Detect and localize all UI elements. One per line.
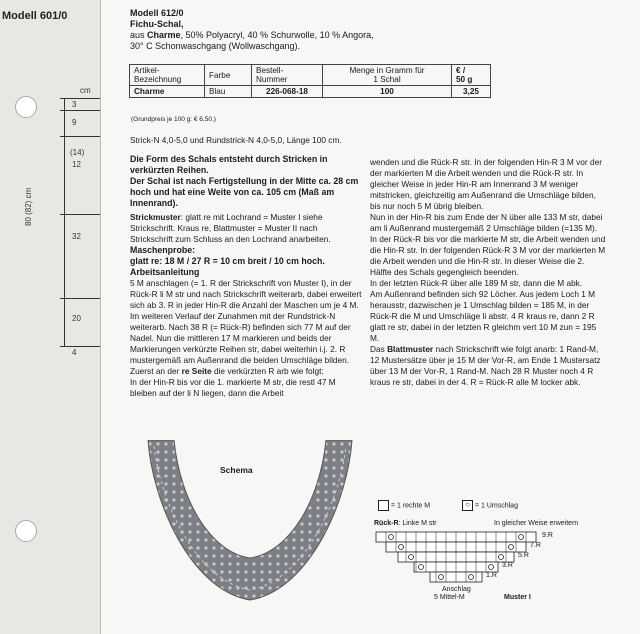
- right-column: [370, 157, 606, 388]
- wash-instructions: 30° C Schonwaschgang (Wollwaschgang).: [130, 41, 301, 51]
- unit-label: cm: [80, 86, 91, 95]
- dim-12: 12: [72, 160, 81, 169]
- left-column: [130, 154, 362, 399]
- table-cell: 100: [323, 86, 452, 98]
- knit-stitch-icon: [378, 500, 389, 511]
- yarn-over-icon: ○: [462, 500, 473, 511]
- erweitern-label: In gleicher Weise erweitern: [494, 520, 579, 527]
- needles: Strick-N 4,0-5,0 und Rundstrick-N 4,0-5,0, Länge 100 cm.: [130, 135, 342, 145]
- punch-hole: [15, 96, 37, 118]
- row-label: 5.R: [518, 552, 529, 559]
- table-header: Farbe: [205, 65, 252, 86]
- dim-3: 3: [72, 100, 77, 109]
- schema-label: Schema: [220, 465, 253, 475]
- punch-hole: [15, 520, 37, 542]
- mittel-label: 5 Mittel-M: [434, 594, 465, 601]
- paragraph: Am Außenrand befinden sich 92 Löcher. Aus jedem Loch 1 M herausstr, dazwischen je 1 Umschlag bilden = 185 M, in der Rück-R die M und Umschläge li abstr. 4 R kraus re, dann 2 R glatt re str, dabei in der letzten R gleichm vert 10 M zun = 195 M.: [370, 289, 597, 343]
- chart-grid: [374, 530, 574, 600]
- table-header: Menge in Gramm für 1 Schal: [323, 65, 452, 86]
- anschlag-label: Anschlag: [442, 586, 471, 593]
- row-label: 7.R: [530, 542, 541, 549]
- legend-row: = 1 rechte M ○ = 1 Umschlag: [378, 500, 618, 511]
- knitting-chart: [374, 520, 624, 630]
- dim-total: 80 (82) cm: [24, 187, 33, 226]
- table-cell: Blau: [205, 86, 252, 98]
- table-cell: Charme: [130, 86, 205, 98]
- strickmuster: Strickmuster: glatt re mit Lochrand = Muster I siehe Strickschrift. Kraus re, Blattmuster = Muster II nach Strickschrift zum Schluss an den Lochrand anarbeiten.: [130, 212, 331, 244]
- rueck-r-label: Rück-R: Linke M str: [374, 520, 437, 527]
- dim-20: 20: [72, 314, 81, 323]
- measurement-diagram: [24, 86, 100, 357]
- anleitung-text-2: In der Hin-R bis vor die 1. markierte M str, die restl 47 M bleiben auf der li N liegen, dann die Arbeit: [130, 377, 336, 398]
- table-header: Bestell- Nummer: [252, 65, 323, 86]
- table-header: Artikel- Bezeichnung: [130, 65, 205, 86]
- grundpreis: (Grundpreis je 100 g: € 6,50.): [131, 116, 216, 123]
- probe: glatt re: 18 M / 27 R = 10 cm breit / 10 cm hoch.: [130, 256, 325, 266]
- underlying-page-title: Modell 601/0: [2, 10, 68, 22]
- model-title: Modell 612/0: [130, 8, 184, 18]
- dim-32: 32: [72, 232, 81, 241]
- row-label: 9.R: [542, 532, 553, 539]
- intro-1: Die Form des Schals entsteht durch Stricken in verkürzten Reihen.: [130, 154, 328, 175]
- material: aus Charme, 50% Polyacryl, 40 % Schurwolle, 10 % Angora,: [130, 30, 374, 40]
- probe-label: Maschenprobe:: [130, 245, 196, 255]
- shawl-schema-image: [130, 440, 370, 630]
- article-table: [129, 64, 491, 98]
- dim-4: 4: [72, 348, 77, 357]
- item-name: Fichu-Schal,: [130, 19, 184, 29]
- paragraph: Das Blattmuster nach Strickschrift wie folgt anarb: 1 Rand-M, 12 Mustersätze über je 15 M der Vor-R, am Ende 1 Mustersatz über 13 M der Vor-R, 1 Rand-M. Nach 28 R Muster noch 4 R kraus re str, dabei in der 4. R = Rück-R alle M locker abk.: [370, 344, 601, 387]
- paragraph: In der letzten Rück-R über alle 189 M str, dann die M abk.: [370, 278, 583, 288]
- legend: [378, 500, 618, 511]
- intro-2: Der Schal ist nach Fertigstellung in der Mitte ca. 28 cm hoch und hat eine Weite von ca. 105 cm (Maß am Innenrand).: [130, 176, 359, 208]
- row-label: 3.R: [502, 562, 513, 569]
- dim-14: (14): [70, 148, 85, 157]
- table-cell: 226-068-18: [252, 86, 323, 98]
- header: [130, 8, 374, 52]
- paragraph: Nun in der Hin-R bis zum Ende der N über alle 133 M str, dabei am li Außenrand mustergemäß 2 Umschläge bilden (=135 M). In der Rück-R bis vor die markierte M str, die Arbeit wenden und die Hin-R str. In der folgenden Rück-R 3 M vor der markierten M die Arbeit wenden und die Hin-R str. In dieser Weise die 2. Hälfte des Schals gegengleich beenden.: [370, 212, 606, 277]
- paragraph: wenden und die Rück-R str. In der folgenden Hin-R 3 M vor der der markierten M die Arbeit wenden und die Rück-R str. In gleicher Weise in jeder Hin-R am Innenrand 3 M weniger mitstricken, gleichzeitig am Außenrand die Umschläge bilden, bis nur noch 5 M übrig bleiben.: [370, 157, 602, 211]
- table-header: € / 50 g: [452, 65, 491, 86]
- anleitung-label: Arbeitsanleitung: [130, 267, 200, 277]
- anleitung-text: 5 M anschlagen (= 1. R der Strickschrift von Muster I), in der Rück-R li M str und nach Strickschrift weiterarb, dabei erweitert sich ab 3. R in jeder Hin-R die Anzahl der Maschen um je 4 M. Im weiteren Verlauf der Zunahmen mit der Rundstrick-N weiterarb. Nach 38 R (= Rück-R) befinden sich 77 M auf der Nadel. Nun die mittleren 17 M markieren und beids der Markierungen verkürzte Reihen str, dabei weiterhin i.j. 2. R mustergemäß am Außenrand die beiden Umschläge bilden. Zuerst an der re Seite die verkürzten R arb wie folgt:: [130, 278, 362, 376]
- muster-label: Muster I: [504, 594, 531, 601]
- row-label: 1.R: [486, 572, 497, 579]
- dim-9: 9: [72, 118, 77, 127]
- table-cell: 3,25: [452, 86, 491, 98]
